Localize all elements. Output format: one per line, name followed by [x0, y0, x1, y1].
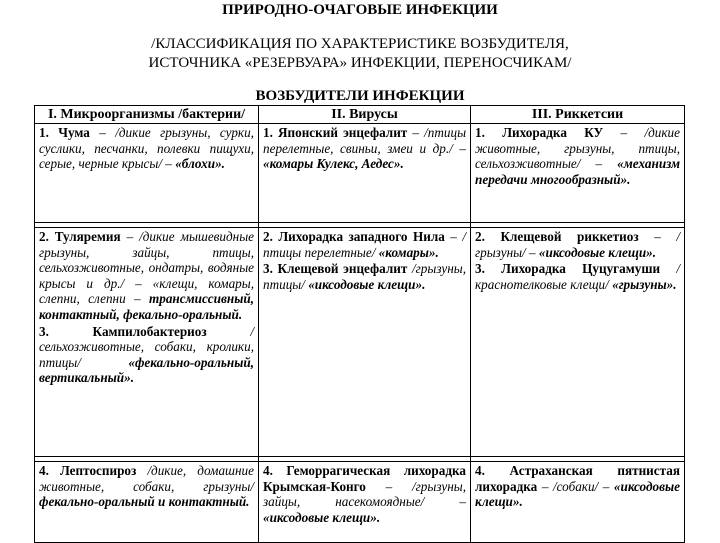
infection-entry: [475, 125, 680, 187]
disease-name: 1. Чума: [39, 125, 90, 140]
disease-name: 1. Лихорадка КУ: [475, 125, 604, 140]
infection-entry: [39, 229, 254, 323]
cell-viruses: [259, 228, 471, 457]
infection-entry: [263, 261, 466, 292]
transmission-vector: фекально-оральный и контактный.: [39, 494, 250, 510]
table-row: [35, 228, 685, 457]
transmission-vector: «комары Кулекс, Аедес».: [263, 156, 404, 172]
host-info: – /собаки/ –: [537, 478, 614, 494]
table-header-row: [35, 106, 685, 124]
transmission-vector: трансмиссивный, контактный, фекально-оральный.: [39, 291, 254, 322]
page-subtitle: [0, 35, 720, 73]
cell-bacteria: [35, 462, 259, 543]
cell-rickettsiae: [471, 124, 685, 223]
disease-name: 4. Астраханская пятнистая лихорадка: [475, 463, 680, 494]
transmission-vector: «иксодовые клещи».: [538, 244, 657, 260]
section-title: ВОЗБУДИТЕЛИ ИНФЕКЦИИ: [255, 88, 465, 104]
infection-entry: [263, 463, 466, 525]
disease-name: 4. Геморрагическая лихорадка Крымская-Конго: [263, 463, 466, 494]
cell-bacteria: [35, 228, 259, 457]
cell-viruses: [259, 462, 471, 543]
transmission-vector: «иксодовые клещи».: [263, 509, 381, 525]
disease-name: 2. Лихорадка западного Нила: [263, 229, 445, 244]
host-info: – /дикие мышевидные грызуны, зайцы, птицы, сельхозживотные, ондатры, водяные крысы и др./ – «клещи, комары, слепни, слепни –: [39, 229, 254, 307]
host-info: /дикие, домашние животные, собаки, грызуны/: [39, 463, 254, 494]
disease-name: 4. Лептоспироз: [39, 463, 137, 478]
host-info: – /птицы перелетные, свиньи, змеи и др./ –: [263, 125, 467, 156]
disease-name: 3. Лихорадка Цуцугамуши: [475, 261, 661, 277]
transmission-vector: «грызуны».: [612, 276, 677, 292]
host-info: /краснотелковые клещи/: [475, 261, 680, 292]
table-row: [35, 124, 685, 223]
host-info: – /грызуны, зайцы, насекомоядные/ –: [263, 478, 466, 510]
cell-viruses: [259, 124, 471, 223]
host-info: /сельхозживотные, собаки, кролики, птицы/: [39, 323, 254, 370]
column-header-rickettsiae: III. Риккетсии: [471, 106, 685, 124]
disease-name: 2. Клещевой риккетиоз: [475, 229, 639, 244]
infection-entry: [39, 125, 254, 172]
transmission-vector: «комары».: [378, 244, 439, 260]
infection-entry: [475, 463, 680, 510]
host-info: – /грызуны/ –: [475, 229, 680, 260]
cell-rickettsiae: [471, 462, 685, 543]
transmission-vector: «механизм передачи многообразный».: [475, 156, 680, 187]
transmission-vector: «блохи».: [175, 156, 225, 172]
transmission-vector: «фекально-оральный, вертикальный».: [39, 354, 254, 386]
disease-name: 1. Японский энцефалит: [263, 125, 408, 140]
column-header-viruses: II. Вирусы: [259, 106, 471, 124]
transmission-vector: «иксодовые клещи».: [475, 478, 680, 510]
disease-name: 3. Кампилобактериоз: [39, 323, 207, 339]
column-header-bacteria: I. Микроорганизмы /бактерии/: [35, 106, 259, 124]
disease-name: 2. Туляремия: [39, 229, 121, 244]
disease-name: 3. Клещевой энцефалит: [263, 261, 408, 277]
subtitle-line-2: ИСТОЧНИКА «РЕЗЕРВУАРА» ИНФЕКЦИИ, ПЕРЕНОСЧИКАМ/: [148, 55, 572, 71]
host-info: – /дикие грызуны, сурки, суслики, песчанки, полевки пищухи, серые, черные крысы/ –: [39, 125, 254, 172]
infection-table: [34, 105, 685, 543]
infection-entry: [39, 324, 254, 386]
transmission-vector: «иксодовые клещи».: [308, 276, 426, 292]
infection-entry: [39, 463, 254, 510]
infection-entry: [475, 229, 680, 260]
subtitle-line-1: /КЛАССИФИКАЦИЯ ПО ХАРАКТЕРИСТИКЕ ВОЗБУДИТЕЛЯ,: [151, 36, 569, 52]
host-info: – /птицы перелетные/: [263, 229, 466, 260]
infection-entry: [263, 229, 466, 260]
infection-entry: [263, 125, 466, 172]
page-title: ПРИРОДНО-ОЧАГОВЫЕ ИНФЕКЦИИ: [222, 2, 498, 18]
cell-rickettsiae: [471, 228, 685, 457]
host-info: /грызуны, птицы/: [263, 261, 467, 292]
cell-bacteria: [35, 124, 259, 223]
table-row: [35, 462, 685, 543]
infection-entry: [475, 261, 680, 292]
host-info: – /дикие животные, грызуны, птицы, сельхозживотные/ –: [475, 125, 680, 172]
